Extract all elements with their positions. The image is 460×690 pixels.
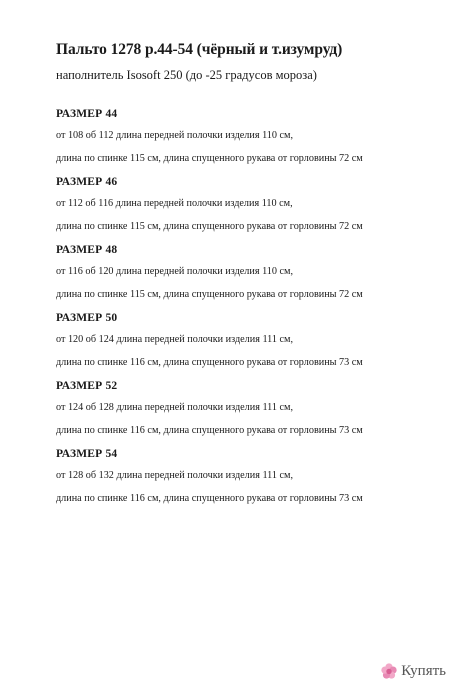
size-measurements-line1: от 112 об 116 длина передней полочки изделия 110 см, — [56, 198, 293, 209]
size-measurements-line1: от 108 об 112 длина передней полочки изделия 110 см, — [56, 130, 294, 141]
size-measurements-line2: длина по спинке 116 см, длина спущенного рукава от горловины 73 см — [56, 493, 363, 504]
flower-logo-icon — [380, 662, 398, 680]
size-measurements-line1: от 116 об 120 длина передней полочки изделия 110 см, — [56, 266, 294, 277]
size-heading: РАЗМЕР 54 — [56, 448, 118, 460]
size-block-46 — [56, 175, 436, 233]
size-block-54 — [56, 447, 436, 505]
document-title: Пальто 1278 р.44-54 (чёрный и т.изумруд) — [56, 41, 343, 58]
size-heading: РАЗМЕР 44 — [56, 108, 118, 120]
size-block-44 — [56, 107, 436, 165]
size-measurements-line1: от 124 об 128 длина передней полочки изделия 111 см, — [56, 402, 294, 413]
size-heading: РАЗМЕР 52 — [56, 380, 118, 392]
size-measurements-line1: от 128 об 132 длина передней полочки изделия 111 см, — [56, 470, 294, 481]
size-heading: РАЗМЕР 48 — [56, 244, 118, 256]
size-block-52 — [56, 379, 436, 437]
document-subtitle: наполнитель Isosoft 250 (до -25 градусов мороза) — [56, 68, 317, 82]
size-heading: РАЗМЕР 46 — [56, 176, 118, 188]
size-list — [56, 107, 436, 505]
size-block-48 — [56, 243, 436, 301]
watermark-brand: Купять — [401, 663, 446, 679]
size-measurements-line2: длина по спинке 115 см, длина спущенного рукава от горловины 72 см — [56, 289, 363, 300]
size-measurements-line2: длина по спинке 115 см, длина спущенного рукава от горловины 72 см — [56, 153, 363, 164]
size-measurements-line2: длина по спинке 116 см, длина спущенного рукава от горловины 73 см — [56, 425, 363, 436]
document-page — [56, 40, 436, 515]
size-block-50 — [56, 311, 436, 369]
size-heading: РАЗМЕР 50 — [56, 312, 118, 324]
watermark-logo — [380, 662, 446, 680]
size-measurements-line1: от 120 об 124 длина передней полочки изделия 111 см, — [56, 334, 294, 345]
size-measurements-line2: длина по спинке 115 см, длина спущенного рукава от горловины 72 см — [56, 221, 363, 232]
size-measurements-line2: длина по спинке 116 см, длина спущенного рукава от горловины 73 см — [56, 357, 363, 368]
